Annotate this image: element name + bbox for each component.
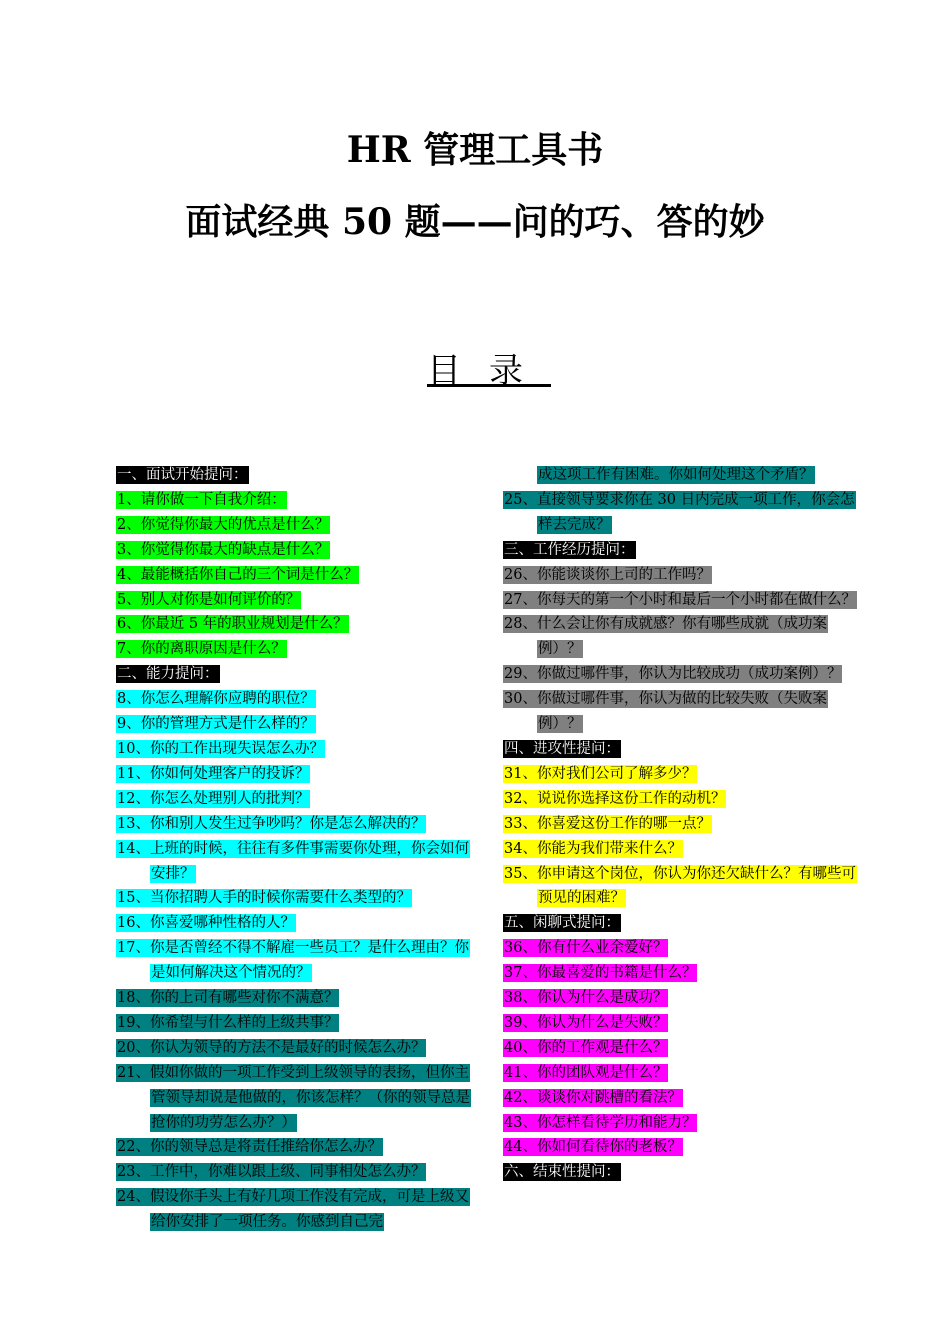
toc-question-item[interactable] bbox=[503, 687, 859, 737]
toc-item-text: 8、你怎么理解你应聘的职位？ bbox=[117, 691, 315, 708]
toc-question-item[interactable] bbox=[116, 886, 470, 911]
toc-item-text: 37、你最喜爱的书籍是什么？ bbox=[504, 965, 697, 982]
toc-item-text: 41、你的团队观是什么？ bbox=[504, 1064, 668, 1081]
toc-question-item[interactable] bbox=[503, 936, 859, 961]
toc-section-heading[interactable] bbox=[503, 538, 859, 563]
toc-item-text: 26、你能谈谈你上司的工作吗？ bbox=[504, 566, 711, 583]
toc-section-heading[interactable] bbox=[503, 737, 859, 762]
toc-question-item[interactable] bbox=[116, 936, 470, 986]
toc-question-item[interactable] bbox=[116, 1135, 470, 1160]
toc-item-text: 三、工作经历提问： bbox=[504, 541, 635, 558]
toc-question-item[interactable] bbox=[503, 662, 859, 687]
toc-item-text: 27、你每天的第一个小时和最后一个小时都在做什么？ bbox=[504, 591, 856, 608]
toc-item-text: 12、你怎么处理别人的批判？ bbox=[117, 790, 310, 807]
toc-item-text: 19、你希望与什么样的上级共事？ bbox=[117, 1014, 339, 1031]
toc-item-text: 40、你的工作观是什么？ bbox=[504, 1039, 668, 1056]
toc-item-text: 42、谈谈你对跳槽的看法？ bbox=[504, 1089, 682, 1106]
toc-item-text: 28、什么会让你有成就感？你有哪些成就（成功案例）？ bbox=[504, 616, 827, 658]
toc-question-item[interactable] bbox=[116, 637, 470, 662]
toc-item-text: 36、你有什么业余爱好？ bbox=[504, 940, 668, 957]
toc-item-text: 16、你喜爱哪种性格的人？ bbox=[117, 915, 295, 932]
toc-question-item[interactable] bbox=[503, 612, 859, 662]
toc-item-text: 38、你认为什么是成功？ bbox=[504, 990, 668, 1007]
toc-question-item[interactable] bbox=[503, 1135, 859, 1160]
toc-question-item[interactable] bbox=[503, 1111, 859, 1136]
toc-item-text: 22、你的领导总是将责任推给你怎么办？ bbox=[117, 1139, 382, 1156]
toc-question-item[interactable] bbox=[503, 812, 859, 837]
toc-question-item[interactable] bbox=[503, 488, 859, 538]
toc-question-item[interactable] bbox=[116, 812, 470, 837]
toc-question-item[interactable] bbox=[116, 513, 470, 538]
toc-left-column bbox=[116, 463, 470, 1235]
document-subtitle: 面试经典 50 题——问的巧、答的妙 bbox=[185, 201, 765, 243]
toc-question-item[interactable] bbox=[503, 563, 859, 588]
toc-item-text: 3、你觉得你最大的缺点是什么？ bbox=[117, 541, 330, 558]
toc-item-text: 四、进攻性提问： bbox=[504, 740, 620, 757]
toc-item-text: 34、你能为我们带来什么？ bbox=[504, 840, 682, 857]
toc-question-item[interactable] bbox=[503, 1036, 859, 1061]
toc-question-item[interactable] bbox=[503, 588, 859, 613]
toc-question-item[interactable] bbox=[503, 1061, 859, 1086]
toc-question-item[interactable] bbox=[116, 1011, 470, 1036]
toc-question-item[interactable] bbox=[116, 563, 470, 588]
toc-item-text: 17、你是否曾经不得不解雇一些员工？是什么理由？你是如何解决这个情况的？ bbox=[117, 940, 469, 982]
toc-section-heading[interactable] bbox=[116, 662, 470, 687]
toc-question-item[interactable] bbox=[503, 787, 859, 812]
toc-question-item[interactable] bbox=[116, 762, 470, 787]
toc-item-text: 5、别人对你是如何评价的？ bbox=[117, 591, 301, 608]
toc-question-item[interactable] bbox=[116, 488, 470, 513]
toc-question-item[interactable] bbox=[503, 961, 859, 986]
toc-right-column bbox=[503, 463, 859, 1185]
toc-question-item[interactable] bbox=[116, 612, 470, 637]
toc-question-item[interactable] bbox=[116, 911, 470, 936]
document-title: HR 管理工具书 bbox=[346, 129, 604, 171]
toc-item-text: 24、假设你手头上有好几项工作没有完成，可是上级又给你安排了一项任务。你感到自己完 bbox=[117, 1189, 469, 1231]
toc-section-heading[interactable] bbox=[116, 463, 470, 488]
toc-item-text: 20、你认为领导的方法不是最好的时候怎么办？ bbox=[117, 1039, 426, 1056]
toc-section-heading[interactable] bbox=[503, 911, 859, 936]
toc-question-item[interactable] bbox=[116, 737, 470, 762]
toc-question-item[interactable] bbox=[116, 1185, 470, 1235]
toc-item-text: 13、你和别人发生过争吵吗？你是怎么解决的？ bbox=[117, 815, 426, 832]
toc-question-item[interactable] bbox=[503, 862, 859, 912]
toc-question-item[interactable] bbox=[116, 1061, 470, 1136]
toc-item-text: 二、能力提问： bbox=[117, 666, 219, 683]
toc-item-text: 15、当你招聘人手的时候你需要什么类型的？ bbox=[117, 890, 411, 907]
toc-question-item[interactable] bbox=[116, 588, 470, 613]
toc-item-text: 21、假如你做的一项工作受到上级领导的表扬，但你主管领导却说是他做的，你该怎样？（你的领导总是抢你的功劳怎么办？） bbox=[117, 1064, 470, 1131]
toc-item-text: 一、面试开始提问： bbox=[117, 467, 248, 483]
toc-heading: 目录 bbox=[427, 351, 551, 391]
toc-section-heading[interactable] bbox=[503, 1160, 859, 1185]
toc-item-text: 43、你怎样看待学历和能力？ bbox=[504, 1114, 697, 1131]
toc-item-text: 39、你认为什么是失败？ bbox=[504, 1014, 668, 1031]
toc-item-text: 14、上班的时候，往往有多件事需要你处理，你会如何安排？ bbox=[117, 840, 469, 882]
toc-question-item[interactable] bbox=[116, 787, 470, 812]
toc-question-item[interactable] bbox=[503, 1011, 859, 1036]
toc-item-text: 18、你的上司有哪些对你不满意？ bbox=[117, 990, 339, 1007]
toc-item-text: 11、你如何处理客户的投诉？ bbox=[117, 765, 310, 782]
toc-item-text: 44、你如何看待你的老板？ bbox=[504, 1139, 682, 1156]
toc-item-text: 7、你的离职原因是什么？ bbox=[117, 641, 286, 658]
toc-question-item[interactable] bbox=[116, 687, 470, 712]
toc-item-text: 25、直接领导要求你在 30 日内完成一项工作，你会怎样去完成？ bbox=[504, 491, 855, 533]
toc-item-text: 1、请你做一下自我介绍： bbox=[117, 491, 286, 508]
toc-item-text: 29、你做过哪件事，你认为比较成功（成功案例）？ bbox=[504, 666, 842, 683]
toc-question-item[interactable] bbox=[116, 986, 470, 1011]
toc-item-text: 23、工作中，你难以跟上级、同事相处怎么办？ bbox=[117, 1164, 426, 1181]
toc-item-text: 35、你申请这个岗位，你认为你还欠缺什么？有哪些可预见的困难？ bbox=[504, 865, 856, 907]
toc-item-text: 30、你做过哪件事，你认为做的比较失败（失败案例）？ bbox=[504, 691, 827, 733]
toc-item-text: 6、你最近 5 年的职业规划是什么？ bbox=[117, 616, 348, 633]
toc-question-item[interactable] bbox=[116, 1160, 470, 1185]
toc-item-text: 33、你喜爱这份工作的哪一点？ bbox=[504, 815, 711, 832]
toc-item-text: 4、最能概括你自己的三个词是什么？ bbox=[117, 566, 359, 583]
toc-question-item[interactable] bbox=[503, 837, 859, 862]
toc-question-item[interactable] bbox=[503, 463, 859, 488]
toc-item-text: 31、你对我们公司了解多少？ bbox=[504, 765, 697, 782]
toc-question-item[interactable] bbox=[116, 1036, 470, 1061]
toc-question-item[interactable] bbox=[503, 762, 859, 787]
toc-item-text: 六、结束性提问： bbox=[504, 1164, 620, 1181]
toc-item-text: 9、你的管理方式是什么样的？ bbox=[117, 716, 315, 733]
toc-item-text: 10、你的工作出现失误怎么办？ bbox=[117, 740, 324, 757]
toc-question-item[interactable] bbox=[116, 538, 470, 563]
toc-item-text: 32、说说你选择这份工作的动机？ bbox=[504, 790, 726, 807]
toc-item-text: 五、闲聊式提问： bbox=[504, 915, 620, 932]
toc-item-text: 2、你觉得你最大的优点是什么？ bbox=[117, 516, 330, 533]
toc-question-item[interactable] bbox=[503, 1086, 859, 1111]
toc-question-item[interactable] bbox=[116, 712, 470, 737]
toc-item-text: 成这项工作有困难。你如何处理这个矛盾？ bbox=[538, 467, 814, 483]
toc-question-item[interactable] bbox=[503, 986, 859, 1011]
toc-question-item[interactable] bbox=[116, 837, 470, 887]
